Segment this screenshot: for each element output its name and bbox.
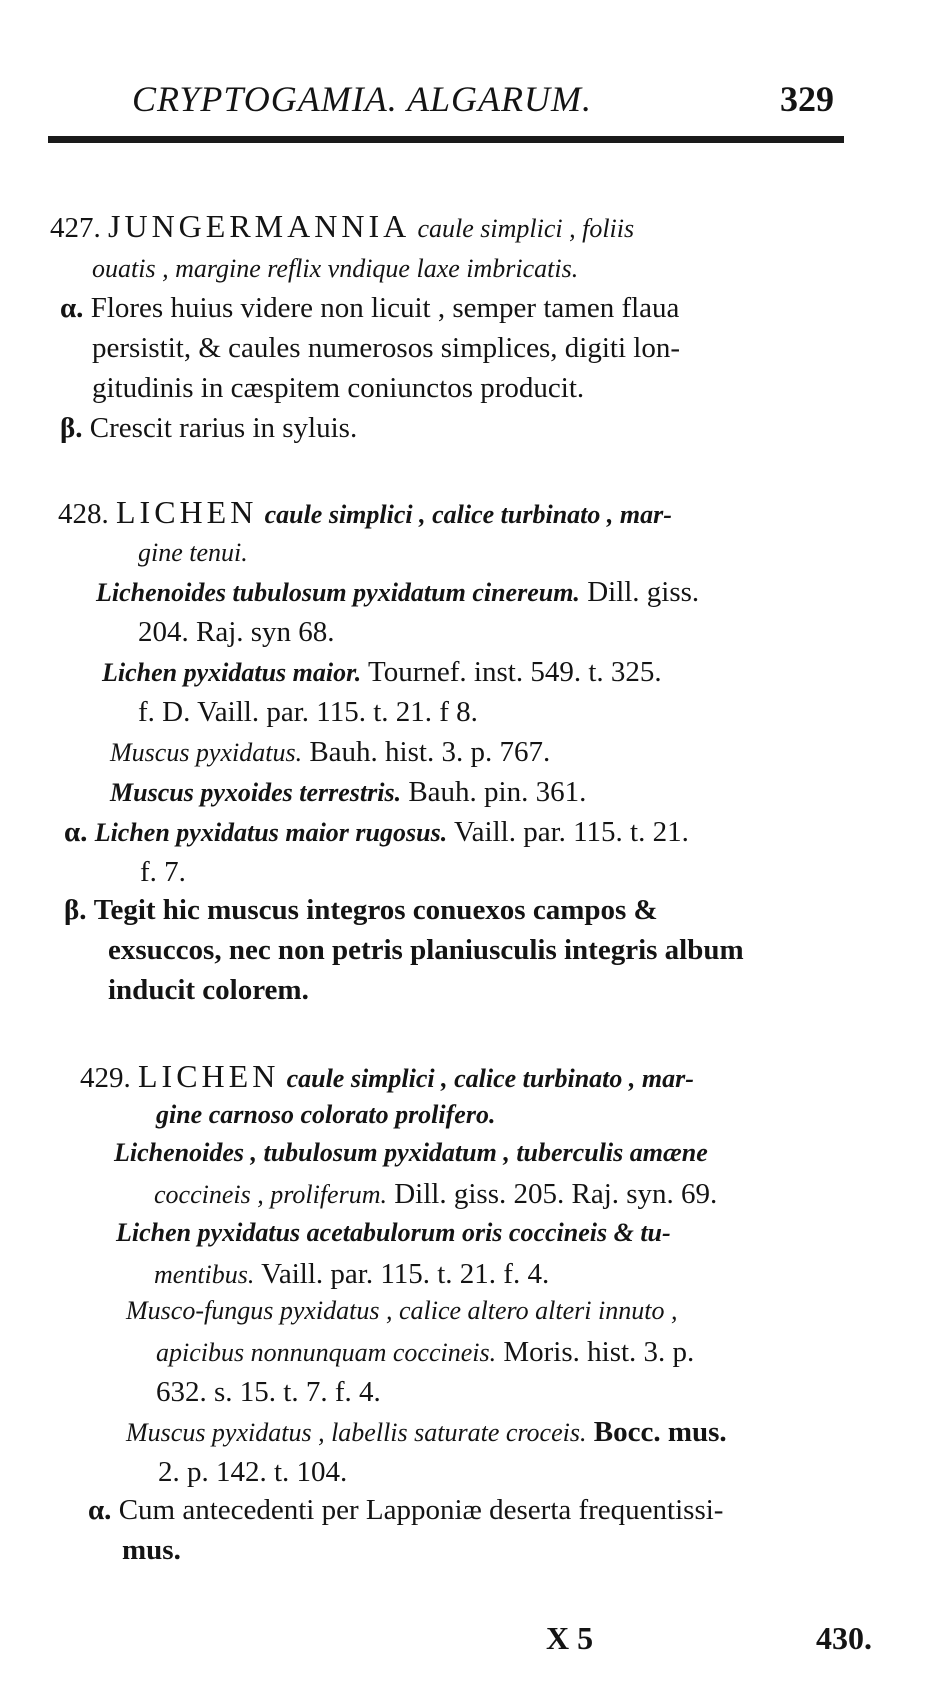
synonym-line: [126, 1416, 727, 1449]
synonym-name: Lichenoides tubulosum pyxidatum cinereum.: [96, 578, 580, 607]
entry-number: 428.: [58, 498, 109, 530]
synonym-name: Lichen pyxidatus maior.: [102, 658, 362, 687]
synonym-name: mentibus.: [154, 1260, 255, 1289]
entry-429-heading: [80, 1058, 694, 1095]
synonym-reference: Dill. giss.: [587, 576, 700, 608]
synonym-name: Lichen pyxidatus acetabulorum oris coccineis & tu-: [116, 1218, 671, 1247]
synonym-reference: Moris. hist. 3. p.: [503, 1336, 695, 1368]
note-text: Crescit rarius in syluis.: [89, 412, 358, 444]
note-text: Tegit hic muscus integros conuexos campos &: [93, 894, 658, 926]
entry-428-beta: [64, 894, 658, 927]
diagnosis-text: caule simplici , foliis: [417, 214, 635, 243]
note-text: Cum antecedenti per Lapponiæ deserta frequentissi-: [118, 1494, 724, 1526]
synonym-reference: Bocc. mus.: [593, 1416, 727, 1448]
diagnosis-text: gine carnoso colorato prolifero.: [156, 1100, 496, 1129]
signature-mark: X 5: [546, 1620, 594, 1656]
alpha-marker: α.: [88, 1494, 112, 1526]
synonym-name: coccineis , proliferum.: [154, 1180, 387, 1209]
synonym-name: Musco-fungus pyxidatus , calice altero alteri innuto ,: [126, 1296, 678, 1325]
entry-429-alpha: [88, 1494, 723, 1527]
entry-427-beta: [60, 412, 357, 445]
diagnosis-text: gine tenui.: [138, 538, 248, 567]
synonym-name: Muscus pyxidatus , labellis saturate croceis.: [126, 1418, 587, 1447]
synonym-reference: Bauh. hist. 3. p. 767.: [309, 736, 551, 768]
beta-marker: β.: [64, 894, 87, 926]
entry-427-heading: [50, 208, 634, 245]
synonym-line: [154, 1178, 717, 1211]
page-number: 329: [780, 79, 834, 119]
synonym-reference: Dill. giss. 205. Raj. syn. 69.: [394, 1178, 718, 1210]
diagnosis-text: ouatis , margine reflix vndique laxe imbricatis.: [92, 254, 579, 283]
genus-name: LICHEN: [116, 494, 258, 530]
synonym-line: [156, 1336, 694, 1369]
alpha-marker: α.: [64, 816, 88, 848]
synonym-line: [110, 736, 550, 769]
synonym-reference: 632. s. 15. t. 7. f. 4.: [156, 1376, 381, 1408]
beta-marker: β.: [60, 412, 83, 444]
note-text: mus.: [122, 1534, 181, 1566]
synonym-reference: Vaill. par. 115. t. 21. f. 4.: [261, 1258, 550, 1290]
catchword: 430.: [816, 1620, 872, 1656]
synonym-line: [154, 1258, 549, 1291]
synonym-reference: Bauh. pin. 361.: [408, 776, 587, 808]
synonym-name: Muscus pyxoides terrestris.: [110, 778, 402, 807]
synonym-reference: 2. p. 142. t. 104.: [158, 1456, 348, 1488]
running-title: CRYPTOGAMIA. ALGARUM.: [132, 79, 593, 119]
synonym-name: Muscus pyxidatus.: [110, 738, 303, 767]
entry-428-heading: [58, 494, 672, 531]
note-text: Flores huius videre non licuit , semper tamen flaua: [90, 292, 680, 324]
synonym-reference: 204. Raj. syn 68.: [138, 616, 335, 648]
note-text: exsuccos, nec non petris planiusculis integris album: [108, 934, 744, 966]
synonym-reference: Tournef. inst. 549. t. 325.: [368, 656, 662, 688]
diagnosis-text: caule simplici , calice turbinato , mar-: [286, 1064, 694, 1093]
synonym-reference: f. 7.: [140, 856, 186, 888]
alpha-marker: α.: [60, 292, 84, 324]
synonym-reference: Vaill. par. 115. t. 21.: [453, 816, 689, 848]
synonym-reference: f. D. Vaill. par. 115. t. 21. f 8.: [138, 696, 478, 728]
note-text: gitudinis in cæspitem coniunctos producit.: [92, 372, 585, 404]
genus-name: LICHEN: [138, 1058, 280, 1094]
diagnosis-text: caule simplici , calice turbinato , mar-: [264, 500, 672, 529]
entry-428-alpha: [64, 816, 689, 849]
synonym-line: [96, 576, 699, 609]
note-text: inducit colorem.: [108, 974, 309, 1006]
synonym-name: Lichenoides , tubulosum pyxidatum , tuberculis amæne: [114, 1138, 708, 1167]
synonym-line: [110, 776, 586, 809]
note-text: persistit, & caules numerosos simplices, digiti lon-: [92, 332, 680, 364]
header-rule: [48, 136, 844, 143]
genus-name: JUNGERMANNIA: [108, 208, 411, 244]
synonym-name: Lichen pyxidatus maior rugosus.: [94, 818, 448, 847]
entry-427-alpha: [60, 292, 679, 325]
synonym-line: [102, 656, 662, 689]
synonym-name: apicibus nonnunquam coccineis.: [156, 1338, 497, 1367]
entry-number: 427.: [50, 212, 101, 244]
entry-number: 429.: [80, 1062, 131, 1094]
